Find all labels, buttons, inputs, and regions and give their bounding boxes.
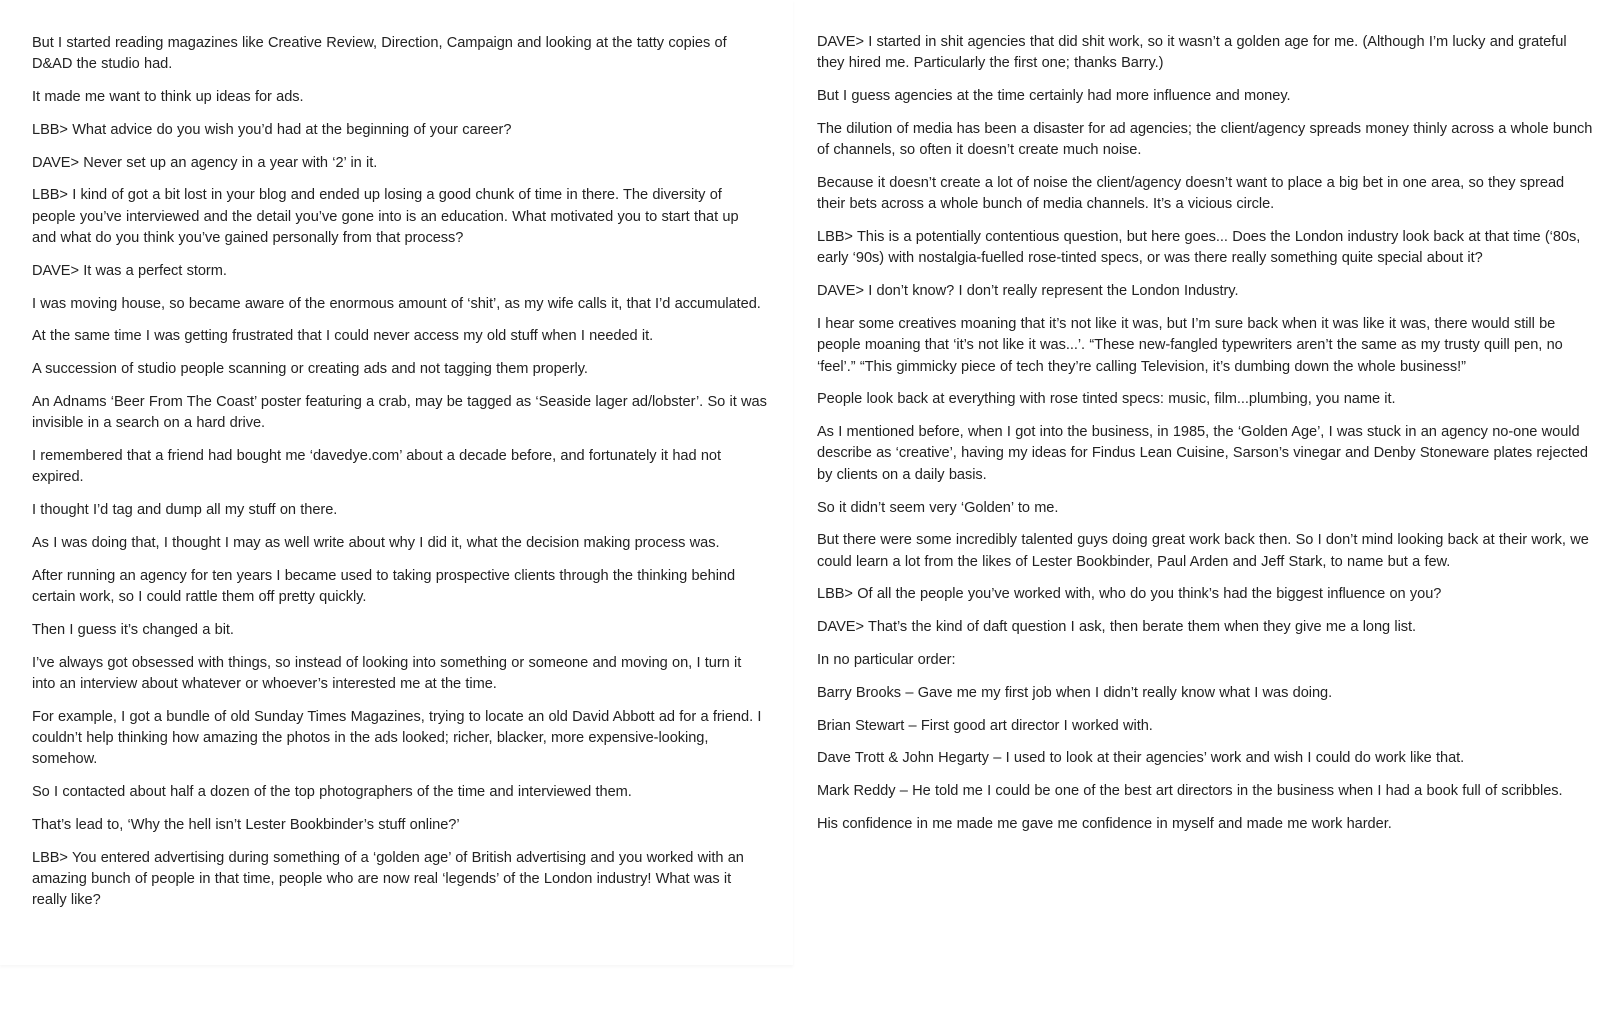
paragraph: It made me want to think up ideas for ads. — [32, 89, 304, 106]
right-column — [817, 32, 1595, 847]
paragraph: The dilution of media has been a disaster for ad agencies; the client/agency spreads money thinly across a whole bunch of channels, so often it doesn’t create much noise. — [817, 120, 1593, 159]
answer-paragraph: DAVE> Never set up an agency in a year with ‘2’ in it. — [32, 154, 378, 171]
question-paragraph: LBB> What advice do you wish you’d had at the beginning of your career? — [32, 121, 512, 138]
paragraph: People look back at everything with rose tinted specs: music, film...plumbing, you name it. — [817, 391, 1396, 408]
answer-paragraph: DAVE> I don’t know? I don’t really represent the London Industry. — [817, 283, 1239, 300]
paragraph: But I guess agencies at the time certainly had more influence and money. — [817, 88, 1291, 105]
paragraph: But I started reading magazines like Creative Review, Direction, Campaign and looking at the tatty copies of D&AD the studio had. — [32, 35, 727, 73]
question-paragraph: LBB> Of all the people you’ve worked with, who do you think’s had the biggest influence on you? — [817, 586, 1442, 603]
paragraph: For example, I got a bundle of old Sunday Times Magazines, trying to locate an old David Abbott ad for a friend. I couldn’t help thinking how amazing the photos in the ads looked; richer, blacker, more expensive-looking, somehow. — [32, 708, 762, 768]
paragraph: So it didn’t seem very ‘Golden’ to me. — [817, 499, 1059, 516]
question-paragraph: LBB> You entered advertising during something of a ‘golden age’ of British advertising and you worked with an amazing bunch of people in that time, people who are now real ‘legends’ of the London industry! What was it really like? — [32, 849, 744, 909]
paragraph: As I mentioned before, when I got into the business, in 1985, the ‘Golden Age’, I was stuck in an agency no-one would describe as ‘creative’, having my ideas for Findus Lean Cuisine, Sarson’s vinegar and Denby Stoneware plates rejected by clients on a daily basis. — [817, 424, 1588, 483]
list-item: Brian Stewart – First good art director I worked with. — [817, 717, 1153, 734]
right-page — [812, 0, 1600, 1015]
paragraph: I’ve always got obsessed with things, so instead of looking into something or someone and moving on, I turn it into an interview about whatever or whoever’s interested me at the time. — [32, 654, 742, 693]
paragraph: That’s lead to, ‘Why the hell isn’t Lester Bookbinder’s stuff online?’ — [32, 817, 460, 834]
paragraph: Then I guess it’s changed a bit. — [32, 621, 234, 638]
paragraph: I was moving house, so became aware of the enormous amount of ‘shit’, as my wife calls it, that I’d accumulated. — [32, 295, 761, 312]
paragraph: Because it doesn’t create a lot of noise the client/agency doesn’t want to place a big bet in one area, so they spread their bets across a whole bunch of media channels. It’s a vicious circle. — [817, 174, 1565, 213]
left-page — [0, 0, 793, 965]
paragraph: I thought I’d tag and dump all my stuff on there. — [32, 502, 338, 519]
left-column — [32, 33, 767, 923]
paragraph: But there were some incredibly talented guys doing great work back then. So I don’t mind looking back at their work, we could learn a lot from the likes of Lester Bookbinder, Paul Arden and Jeff Stark, to name but a few. — [817, 532, 1589, 570]
paragraph: An Adnams ‘Beer From The Coast’ poster featuring a crab, may be tagged as ‘Seaside lager ad/lobster’. So it was invisible in a search on a hard drive. — [32, 394, 767, 432]
question-paragraph: LBB> This is a potentially contentious question, but here goes... Does the London industry look back at that time (‘80s, early ‘90s) with nostalgia-fuelled rose-tinted specs, or was there really something quite special about it? — [817, 229, 1581, 267]
list-item: Mark Reddy – He told me I could be one of the best art directors in the business when I had a book full of scribbles. — [817, 783, 1563, 800]
paragraph: In no particular order: — [817, 652, 956, 669]
answer-paragraph: DAVE> That’s the kind of daft question I ask, then berate them when they give me a long list. — [817, 619, 1417, 636]
paragraph: At the same time I was getting frustrated that I could never access my old stuff when I needed it. — [32, 328, 654, 345]
paragraph: I hear some creatives moaning that it’s not like it was, but I’m sure back when it was like it was, there would still be people moaning that ‘it’s not like it was...’. “These new-fangled typewriters aren’t the same as my trusty quill pen, no ‘feel’.” “This gimmicky piece of tech they’re calling Television, it’s dumbing down the whole business!” — [817, 315, 1563, 375]
paragraph: After running an agency for ten years I became used to taking prospective clients through the thinking behind certain work, so I could rattle them off pretty quickly. — [32, 567, 736, 606]
question-paragraph: LBB> I kind of got a bit lost in your blog and ended up losing a good chunk of time in there. The diversity of people you’ve interviewed and the detail you’ve gone into is an education. What motivated you to start that up and what do you think you’ve gained personally from that process? — [32, 187, 739, 247]
paragraph: As I was doing that, I thought I may as well write about why I did it, what the decision making process was. — [32, 535, 720, 552]
paragraph: His confidence in me made me gave me confidence in myself and made me work harder. — [817, 816, 1392, 833]
list-item: Dave Trott & John Hegarty – I used to look at their agencies’ work and wish I could do work like that. — [817, 750, 1465, 767]
paragraph: I remembered that a friend had bought me ‘davedye.com’ about a decade before, and fortunately it had not expired. — [32, 448, 721, 486]
answer-paragraph: DAVE> It was a perfect storm. — [32, 262, 227, 279]
paragraph: So I contacted about half a dozen of the top photographers of the time and interviewed them. — [32, 784, 632, 801]
list-item: Barry Brooks – Gave me my first job when I didn’t really know what I was doing. — [817, 684, 1333, 701]
paragraph: A succession of studio people scanning or creating ads and not tagging them properly. — [32, 361, 588, 378]
answer-paragraph: DAVE> I started in shit agencies that did shit work, so it wasn’t a golden age for me. (Although I’m lucky and grateful they hired me. Particularly the first one; thanks Barry.) — [817, 34, 1567, 72]
